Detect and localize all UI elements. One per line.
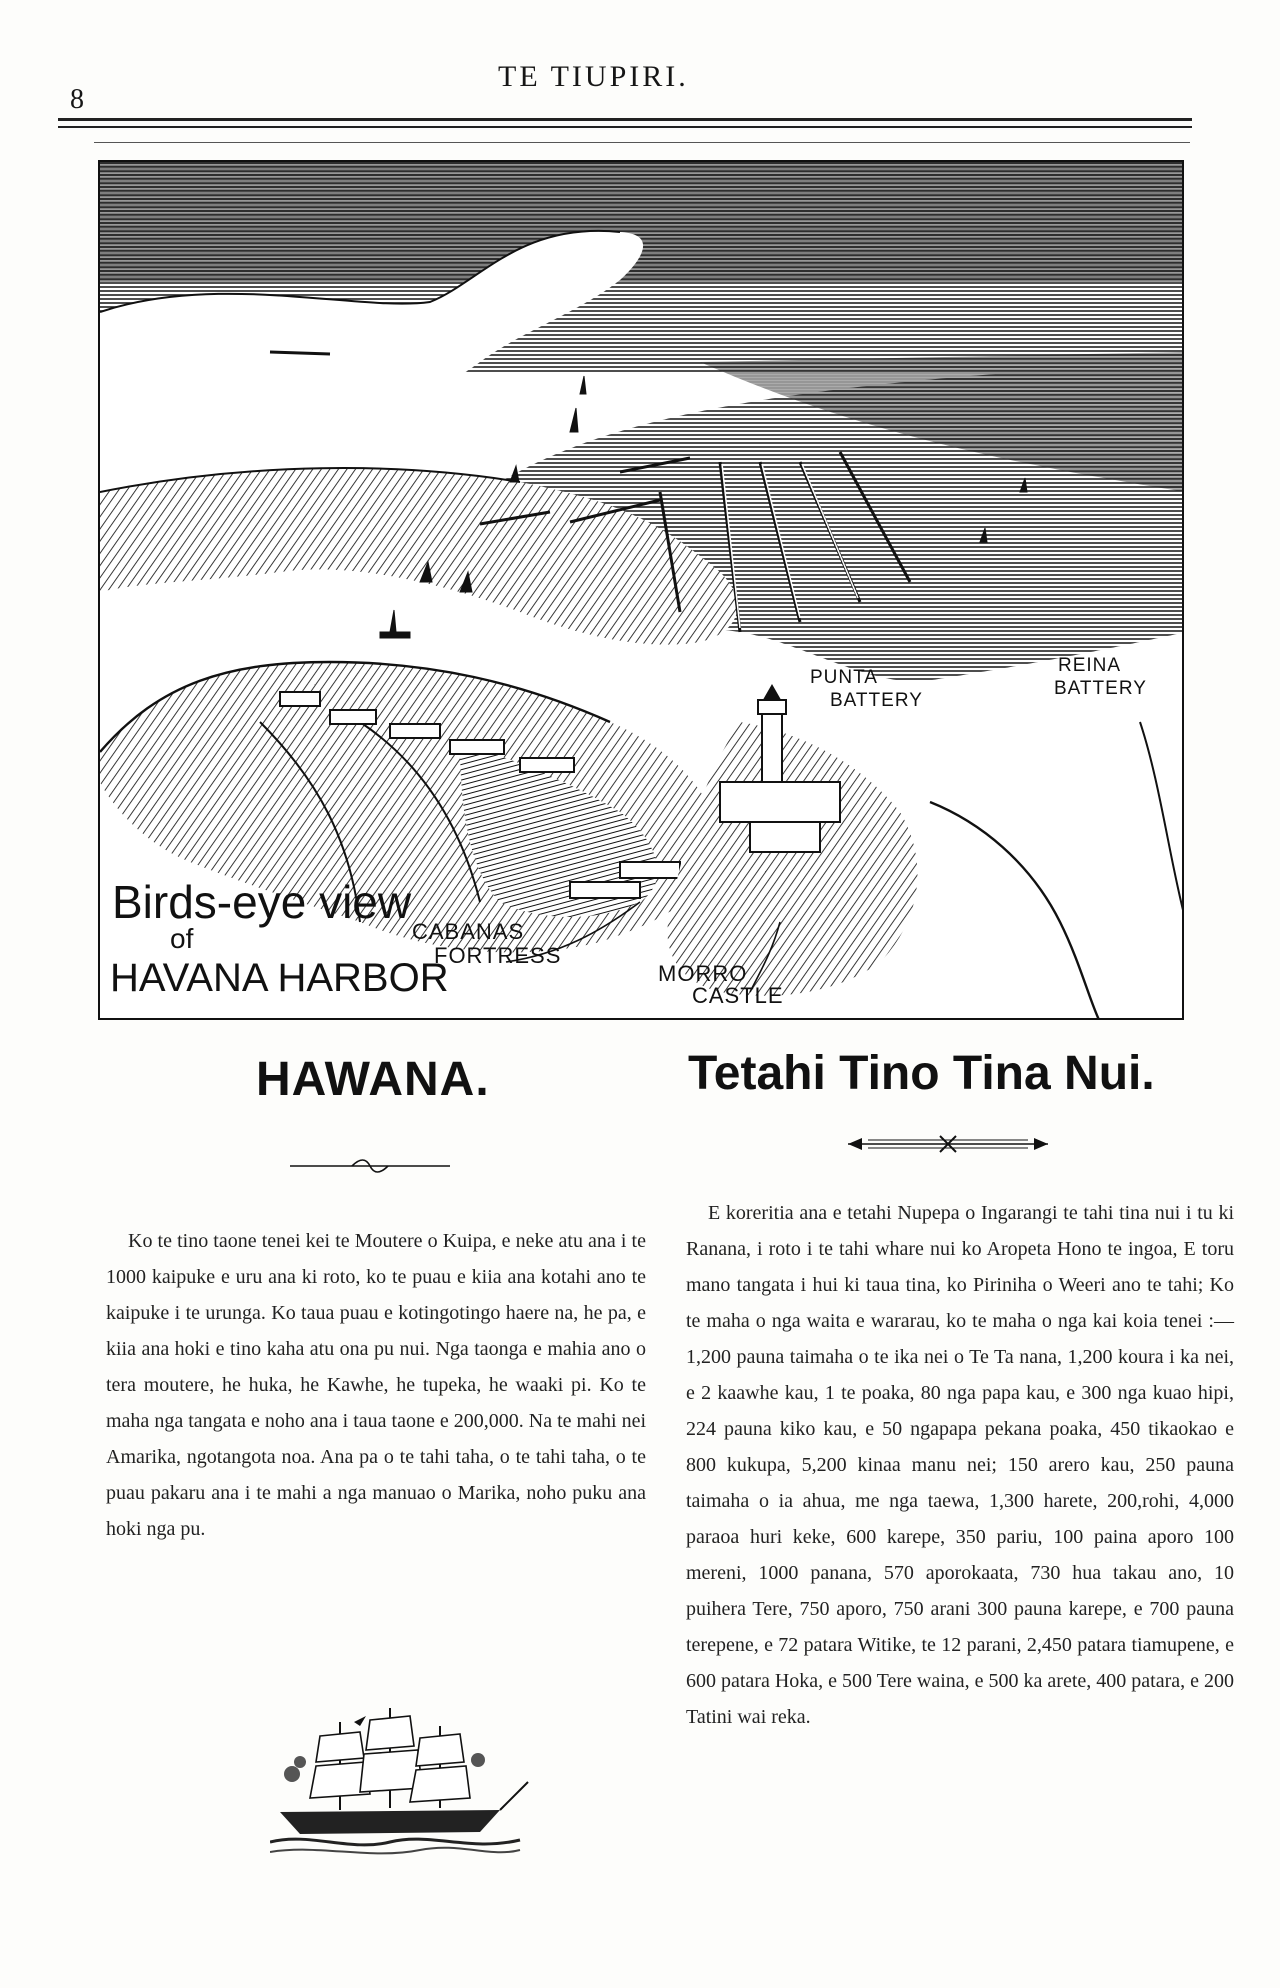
right-ornament-icon bbox=[848, 1134, 1048, 1154]
label-punta-battery: BATTERY bbox=[830, 690, 923, 711]
label-cabanas: CABANAS bbox=[412, 919, 525, 944]
page-number: 8 bbox=[70, 84, 84, 115]
havana-harbor-illustration bbox=[98, 160, 1184, 1020]
left-article-body: Ko te tino taone tenei kei te Moutere o Kuipa, e neke atu ana i te 1000 kaipuke e uru ana ki roto, ko te puau e kiia ana kotahi ano te kaipuke i te urunga. Ko taua puau e kotingotingo haere na, he pa, e kiia ana hoki e tino kaha atu ona pu nui. Nga taonga e mahia ano o tera moutere, he huka, he Kawhe, he tupeka, he waaki pi. Ko te maha nga tangata e noho ana i taua taone e 200,000. Na te mahi nei Amarika, ngotangota noa. Ana pa o te tahi taha, o te tahi taha, o te puau pakaru ana i te mahi a nga manuao o Marika, noho puku ana hoki nga pu. bbox=[106, 1230, 646, 1540]
label-morro: MORRO bbox=[658, 961, 748, 986]
header-rule-bottom bbox=[58, 126, 1192, 128]
left-ornament-icon bbox=[290, 1158, 450, 1174]
left-article-heading: HAWANA. bbox=[256, 1053, 490, 1106]
illustration-title-line3: HAVANA HARBOR bbox=[110, 956, 449, 1000]
header-rule-thin bbox=[94, 142, 1190, 143]
header-rule-top bbox=[58, 118, 1192, 121]
right-article-body: E koreritia ana e tetahi Nupepa o Ingarangi te tahi tina nui i tu ki Ranana, i roto i te tahi whare nui ko Aropeta Hono te ingoa, E toru mano tangata i hui ki taua tina, ko Piriniha o Weeri ano te tahi; Ko te maha o nga waita e wararau, ko te maha o nga kai koia tenei :—1,200 pauna taimaha o te ika nei o Te Ta nana, 1,200 koura i ka nei, e 2 kaawhe kau, 1 te poaka, 80 nga papa kau, e 300 nga kuao hipi, 224 pauna kiko kau, e 50 ngapapa pekana poaka, 450 tikaokao e 800 kukupa, 5,200 kinaa manu nei; 150 arero kau, 250 pauna taimaha o ia ahua, me nga taewa, 1,300 harete, 200,rohi, 4,000 paraoa huri keke, 600 karepe, 350 pariu, 100 paina aporo 100 mereni, 1000 panana, 570 aporokaata, 730 hua takau ano, 10 puihera Tere, 750 aporo, 750 arani 300 pauna karepe, e 700 pauna terepene, e 72 patara Witike, te 12 parani, 2,450 patara tiamupene, e 600 patara Hoka, e 500 Tere waina, e 500 ka arete, 400 patara, e 200 Tatini wai reka. bbox=[686, 1202, 1234, 1728]
label-castle: CASTLE bbox=[692, 983, 784, 1008]
sailing-ship-icon bbox=[270, 1702, 530, 1862]
right-article-heading: Tetahi Tino Tina Nui. bbox=[688, 1047, 1155, 1100]
running-title: TE TIUPIRI. bbox=[498, 60, 689, 93]
illustration-title-line1: Birds-eye view bbox=[112, 876, 412, 928]
label-punta: PUNTA bbox=[810, 667, 878, 688]
label-reina: REINA bbox=[1058, 655, 1122, 676]
illustration-title-line2: of bbox=[170, 923, 194, 954]
label-fortress: FORTRESS bbox=[434, 943, 562, 968]
label-reina-battery: BATTERY bbox=[1054, 678, 1147, 699]
